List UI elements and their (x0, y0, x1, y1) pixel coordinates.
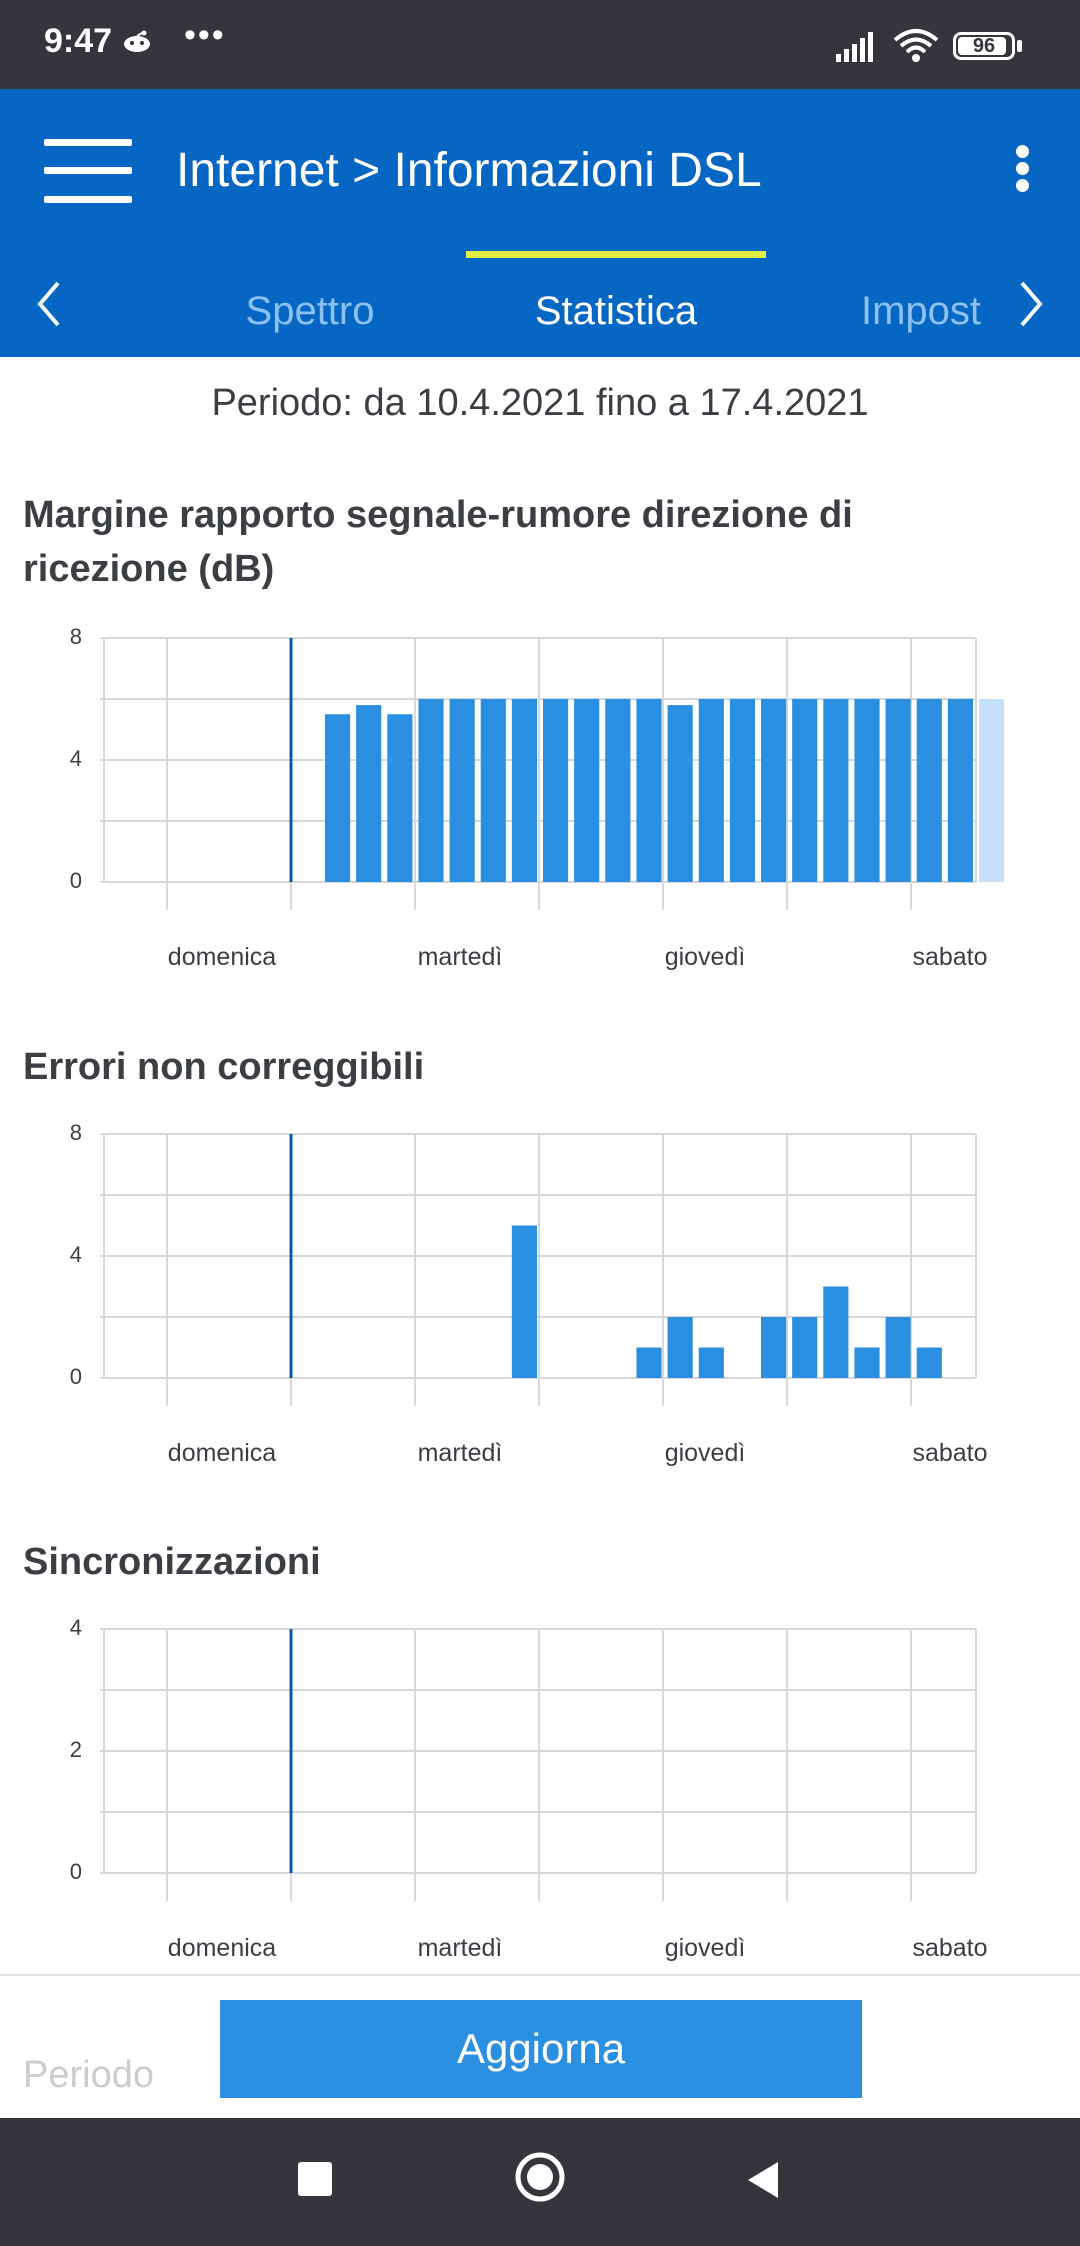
period-range: Periodo: da 10.4.2021 fino a 17.4.2021 (211, 382, 869, 424)
chart-bar (636, 699, 661, 882)
chart-bar (854, 1348, 879, 1379)
x-axis-label: sabato (912, 943, 988, 971)
hamburger-icon[interactable] (44, 139, 132, 203)
chart-bar (450, 699, 475, 882)
y-tick-label: 4 (69, 1242, 82, 1267)
kebab-icon[interactable] (1014, 145, 1032, 191)
y-tick-label: 4 (69, 1615, 82, 1640)
chart-errors (0, 1116, 1080, 1486)
tab-spettro[interactable]: Spettro (245, 289, 375, 333)
app-bar (0, 89, 1080, 357)
x-axis-label: sabato (912, 1934, 988, 1962)
x-axis-label: sabato (912, 1439, 988, 1467)
chart-bar (730, 699, 755, 882)
status-time: 9:47 (44, 22, 113, 60)
y-tick-label: 0 (69, 1859, 82, 1884)
status-bar (0, 0, 1080, 89)
y-tick-label: 8 (69, 1120, 82, 1145)
y-tick-label: 2 (69, 1737, 82, 1762)
chart-bar (636, 1348, 661, 1379)
chart-bar (668, 1317, 693, 1378)
recents-icon[interactable] (298, 2162, 332, 2196)
home-icon[interactable] (514, 2151, 566, 2203)
chart-bar (356, 705, 381, 882)
y-tick-label: 0 (69, 1364, 82, 1389)
refresh-button[interactable]: Aggiorna (220, 2000, 862, 2098)
chart-bar (481, 699, 506, 882)
tab-impostazioni[interactable]: Impost (860, 289, 982, 333)
chart-bar (917, 1348, 942, 1379)
reddit-icon (122, 30, 152, 52)
system-nav-bar (0, 2118, 1080, 2246)
battery-icon (953, 32, 1015, 60)
chart-bar (854, 699, 879, 882)
chart-title-snr: Margine rapporto segnale-rumore direzione di ricezione (dB) (23, 494, 853, 590)
page-title: Internet > Informazioni DSL (176, 144, 762, 197)
y-tick-label: 0 (69, 868, 82, 893)
chart-bar (761, 699, 786, 882)
x-axis-label: martedì (417, 1934, 503, 1962)
chart-bar (418, 699, 443, 882)
x-axis-label: giovedì (664, 1934, 746, 1962)
chart-bar (512, 699, 537, 882)
chart-bar (823, 1287, 848, 1379)
chart-bar (886, 1317, 911, 1378)
bottom-panel (0, 1974, 1080, 2118)
chevron-right-icon[interactable] (1016, 279, 1046, 329)
x-axis-label: martedì (417, 1439, 503, 1467)
battery-tip (1017, 40, 1022, 52)
period-label[interactable]: Periodo (23, 2054, 154, 2096)
chart-bar (605, 699, 630, 882)
chart-bar (948, 699, 973, 882)
chart-bar (512, 1226, 537, 1379)
chart-bar (792, 699, 817, 882)
chart-bar (387, 714, 412, 882)
tab-statistica[interactable]: Statistica (534, 289, 698, 333)
battery-level: 96 (972, 35, 996, 57)
chart-bar (699, 1348, 724, 1379)
more-notifications-icon: ••• (184, 16, 226, 54)
chart-bar (325, 714, 350, 882)
chart-bar (886, 699, 911, 882)
x-axis-label: domenica (167, 1439, 277, 1467)
chart-bar (792, 1317, 817, 1378)
chart-title-errors: Errori non correggibili (23, 1046, 425, 1088)
wifi-icon (893, 28, 939, 62)
x-axis-label: giovedì (664, 1439, 746, 1467)
y-tick-label: 8 (69, 624, 82, 649)
chart-bar (761, 1317, 786, 1378)
chart-bar (574, 699, 599, 882)
x-axis-label: domenica (167, 943, 277, 971)
chart-snr (0, 620, 1080, 990)
tab-bar (0, 269, 1080, 357)
chart-bar (668, 705, 693, 882)
chart-bar (979, 699, 1004, 882)
x-axis-label: domenica (167, 1934, 277, 1962)
x-axis-label: martedì (417, 943, 503, 971)
back-icon[interactable] (744, 2160, 784, 2200)
chart-bar (699, 699, 724, 882)
chart-bar (543, 699, 568, 882)
x-axis-label: giovedì (664, 943, 746, 971)
chart-sync (0, 1611, 1080, 1974)
chart-bar (823, 699, 848, 882)
signal-icon (836, 30, 878, 62)
chart-title-sync: Sincronizzazioni (23, 1541, 321, 1583)
y-tick-label: 4 (69, 746, 82, 771)
active-tab-indicator (466, 251, 766, 258)
chart-bar (917, 699, 942, 882)
